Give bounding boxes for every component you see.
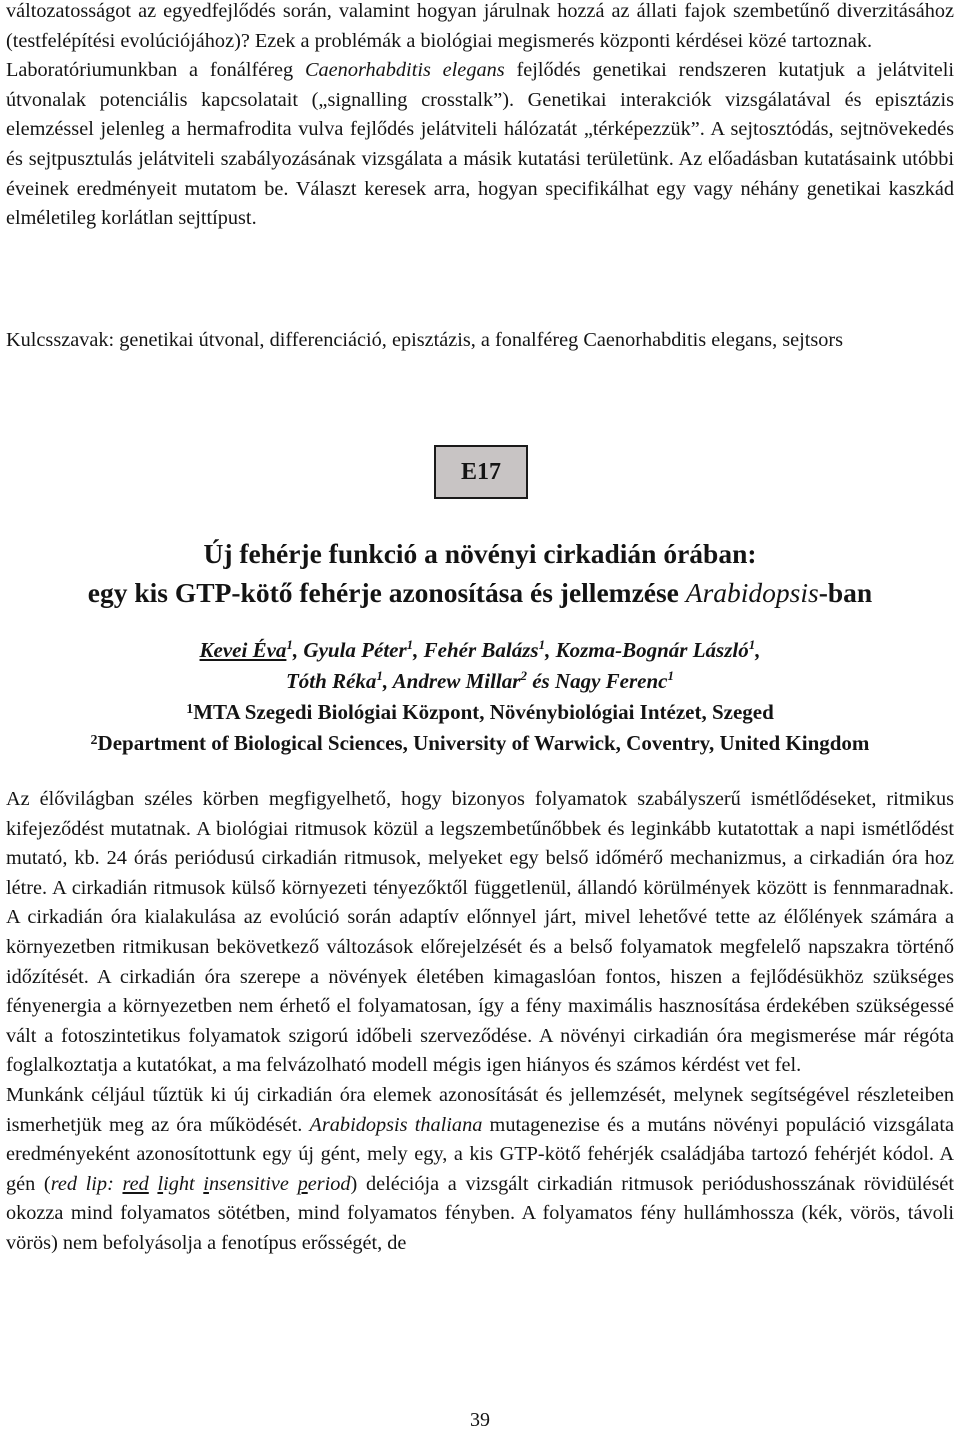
- separator: ,: [755, 638, 761, 662]
- gene-text: ight: [163, 1172, 204, 1195]
- author-list: [6, 635, 954, 697]
- affiliation-text: MTA Szegedi Biológiai Központ, Növénybiológiai Intézet, Szeged: [193, 700, 774, 724]
- affil-ref: 1: [538, 637, 546, 652]
- author: Kozma-Bognár László: [555, 638, 749, 662]
- affil-ref: 2: [520, 668, 527, 683]
- gene-letter: l: [157, 1172, 164, 1195]
- author: Gyula Péter: [303, 638, 407, 662]
- gene-symbol: red: [50, 1172, 77, 1195]
- affiliation-2: [6, 728, 954, 759]
- abstract-paragraph-2: [6, 1081, 954, 1259]
- author: Nagy Ferenc: [554, 669, 668, 693]
- affiliation-text: Department of Biological Sciences, University of Warwick, Coventry, United Kingdom: [97, 731, 870, 755]
- intro-paragraph-1: [6, 0, 954, 234]
- gene-letter: p: [297, 1172, 308, 1195]
- keywords-text: Kulcsszavak: genetikai útvonal, differenciáció, episztázis, a fonalféreg Caenorhabditis elegans, sejtsors: [6, 329, 844, 351]
- separator: ,: [413, 638, 424, 662]
- abstract-code-badge: E17: [434, 445, 528, 499]
- title-suffix: -ban: [818, 577, 873, 608]
- affil-ref: 1: [376, 668, 383, 683]
- abstract-title: [6, 534, 954, 612]
- gene-letter: i: [203, 1172, 209, 1195]
- abstract-text: Munkánk céljául tűztük ki új cirkadián óra elemek azonosítását és jellemzését, melynek segítségével részleteiben ismerhetjük meg az óra működését.: [6, 1083, 954, 1136]
- gene-letter: red: [122, 1172, 149, 1195]
- abstract-body: [6, 785, 954, 1259]
- separator: ,: [545, 638, 556, 662]
- keywords-section: [6, 326, 954, 356]
- gene-text: nsensitive: [208, 1172, 298, 1195]
- intro-text: változatosságot az egyedfejlődés során, valamint hogyan járulnak hozzá az állati fajok szembetűnő diverzitásához (testfelépítési evolúciójához)? Ezek a problémák a biológiai megismerés központi kérdései közé tartoznak.: [6, 0, 954, 52]
- gene-text: lip:: [77, 1172, 123, 1195]
- author: Andrew Millar: [392, 669, 521, 693]
- affiliation-number: 1: [186, 702, 194, 717]
- affil-ref: 1: [406, 637, 414, 652]
- intro-section: [6, 0, 954, 234]
- separator: ,: [292, 638, 304, 662]
- presenting-author: Kevei Éva: [199, 638, 287, 662]
- affil-ref: 1: [748, 637, 756, 652]
- separator: ,: [382, 669, 393, 693]
- separator: és: [526, 669, 555, 693]
- title-line-1: Új fehérje funkció a növényi cirkadián órában:: [203, 538, 757, 569]
- abstract-paragraph-1: Az élővilágban széles körben megfigyelhető, hogy bizonyos folyamatok szabályszerű ismétlődéseket, ritmikus kifejeződést mutatnak. A biológiai ritmusok közül a legszembetűnőbbek és leginkább kutatottak a napi ismétlődést mutató, kb. 24 órás periódusú cirkadián ritmusok, melyeket egy belső időmérő mechanizmus, a cirkadián óra hoz létre. A cirkadián ritmusok külső környezeti tényezőktől függetlenül, állandó körülmények között is fennmaradnak. A cirkadián óra kialakulása az evolúció során adaptív előnnyel járt, mivel lehetővé tette az élőlények számára a környezetben ritmikusan bekövetkező változások előrejelzését és a belső folyamatok megfelelő napszakra történő időzítését. A cirkadián óra szerepe a növények életében kimagaslóan fontos, hiszen a fejlődésükhöz szükséges fényenergia a környezetben nem érhető el folyamatosan, így a fény maximális hasznosítása érdekében szükségessé vált a fotoszintetikus folyamatok szigorú időbeli szerveződése. A növényi cirkadián óra megismerése már régóta foglalkoztatja a kutatókat, a ma felvázolható modell mégis igen hiányos és számos kérdést vet fel.: [6, 788, 954, 1077]
- abstract-text: mutagenezise és a mutáns növényi populáció vizsgálata eredményeként azonosítottunk egy új gént, mely egy, a kis GTP-kötő fehérjék családjába tartozó fehérjét kódol. A gén (: [6, 1113, 954, 1195]
- abstract-text: ) deléciója a vizsgált cirkadián ritmusok periódushosszának rövidülését okozza mind folyamatos sötétben, mind folyamatos fényben. A folyamatos fény hullámhossza (kék, vörös, távoli vörös) nem befolyásolja a fenotípus erősségét, de: [6, 1172, 955, 1254]
- affiliation-number: 2: [90, 733, 98, 748]
- title-line-2: egy kis GTP-kötő fehérje azonosítása és jellemzése: [87, 577, 686, 608]
- intro-text: Laboratóriumunkban a fonálféreg: [6, 59, 306, 82]
- species-name: Caenorhabditis elegans: [305, 59, 505, 82]
- author: Fehér Balázs: [423, 638, 539, 662]
- author: Tóth Réka: [285, 669, 377, 693]
- title-species: Arabidopsis: [685, 577, 819, 608]
- affil-ref: 1: [667, 668, 674, 683]
- gene-name: [51, 1173, 351, 1195]
- species-name: Arabidopsis thaliana: [309, 1113, 483, 1136]
- page-number: 39: [470, 1409, 490, 1431]
- affiliation-1: [6, 697, 954, 728]
- gene-text: eriod: [307, 1172, 351, 1195]
- intro-text: fejlődés genetikai rendszeren kutatjuk a jelátviteli útvonalak potenciális kapcsolatait („signalling crosstalk”). Genetikai interakciók vizsgálatával és episztázis elemzéssel jelenleg a hermafrodita vulva fejlődés jelátviteli hálózatát „térképezzük”. A sejtosztódás, sejtnövekedés és sejtpusztulás jelátviteli szabályozásának vizsgálata a másik kutatási területünk. Az előadásban kutatásaink utóbbi éveinek eredményeit mutatom be. Választ keresek arra, hogyan specifikálhat egy vagy néhány genetikai kaszkád elméletileg korlátlan sejttípust.: [6, 59, 955, 230]
- affil-ref: 1: [286, 637, 293, 652]
